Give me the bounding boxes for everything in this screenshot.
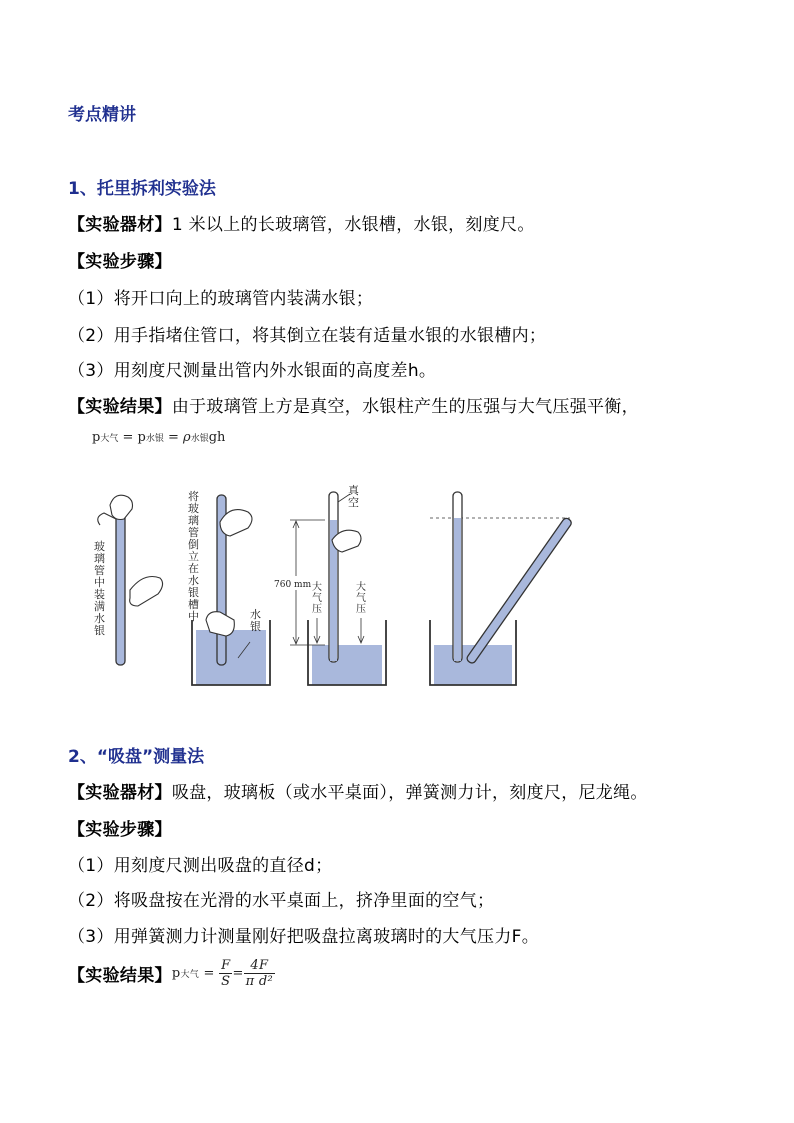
result-label: 【实验结果】 xyxy=(68,397,172,417)
label-invert-tube: 将玻璃管倒立在水银槽中 xyxy=(188,490,199,623)
section2-materials xyxy=(68,778,648,803)
materials-text: 吸盘，玻璃板（或水平桌面），弹簧测力计，刻度尺，尼龙绳。 xyxy=(171,783,648,803)
hand-icon xyxy=(110,495,133,519)
section1-step-2: （2）用手指堵住管口，将其倒立在装有适量水银的水银槽内； xyxy=(68,326,547,346)
formula-p: p xyxy=(92,430,101,445)
hand-icon xyxy=(206,612,234,636)
section1-steps-label: 【实验步骤】 xyxy=(68,252,172,272)
section2-step-1: （1）用刻度尺测出吸盘的直径d； xyxy=(68,856,333,876)
section1-title: 1、托里拆利实验法 xyxy=(68,179,216,199)
panel-tilted xyxy=(430,492,573,685)
label-vacuum: 真空 xyxy=(348,484,359,509)
panel-invert-tube xyxy=(188,489,270,685)
section1-step-3: （3）用刻度尺测量出管内外水银面的高度差h。 xyxy=(68,361,437,381)
section1-materials xyxy=(68,210,535,235)
formula-sub-atm: 大气 xyxy=(100,434,119,444)
torricelli-formula xyxy=(92,430,225,445)
suction-formula xyxy=(171,958,275,989)
torricelli-experiment-figure xyxy=(80,480,580,720)
fraction-f-over-s: $\frac{F}{S}$ xyxy=(221,958,231,989)
materials-label: 【实验器材】 xyxy=(68,783,172,803)
hand-icon xyxy=(130,577,163,607)
formula-p: p xyxy=(137,430,146,445)
page-heading: 考点精讲 xyxy=(68,105,136,125)
section2-step-3: （3）用弹簧测力计测量刚好把吸盘拉离玻璃时的大气压力F。 xyxy=(68,927,539,947)
section2-steps-label: 【实验步骤】 xyxy=(68,820,172,840)
formula-sub-hg: 水银 xyxy=(145,434,164,444)
formula-rho: ρ xyxy=(183,430,191,445)
section2-step-2: （2）将吸盘按在光滑的水平桌面上，挤净里面的空气； xyxy=(68,891,495,911)
materials-text: 1 米以上的长玻璃管，水银槽，水银，刻度尺。 xyxy=(171,215,535,235)
formula-sub-hg: 水银 xyxy=(190,434,209,444)
label-fill-tube: 玻璃管中装满水银 xyxy=(94,540,105,637)
formula-p: p xyxy=(171,966,181,981)
label-mercury: 水银 xyxy=(250,608,261,633)
panel-fill-tube xyxy=(94,495,163,665)
label-atm-left: 大气压 xyxy=(312,582,322,615)
section2-title: 2、“吸盘”测量法 xyxy=(68,747,205,767)
section1-result xyxy=(68,392,639,417)
formula-eq: = xyxy=(163,430,184,445)
result-text: 由于玻璃管上方是真空，水银柱产生的压强与大气压强平衡， xyxy=(171,397,639,417)
panel-measure xyxy=(274,483,386,685)
label-760mm: 760 mm xyxy=(274,580,312,590)
formula-eq: = xyxy=(232,966,244,981)
formula-sub-atm: 大气 xyxy=(180,970,200,980)
formula-gh: gh xyxy=(208,430,226,445)
fraction-4f-over-pid2: $\frac{4F}{\text{π d²}}$ xyxy=(245,958,274,989)
formula-eq: = xyxy=(199,966,220,981)
result-label: 【实验结果】 xyxy=(68,966,172,986)
materials-label: 【实验器材】 xyxy=(68,215,172,235)
section2-result xyxy=(68,958,275,989)
label-atm-right: 大气压 xyxy=(356,582,366,615)
formula-eq: = xyxy=(118,430,138,445)
section1-step-1: （1）将开口向上的玻璃管内装满水银； xyxy=(68,289,374,309)
